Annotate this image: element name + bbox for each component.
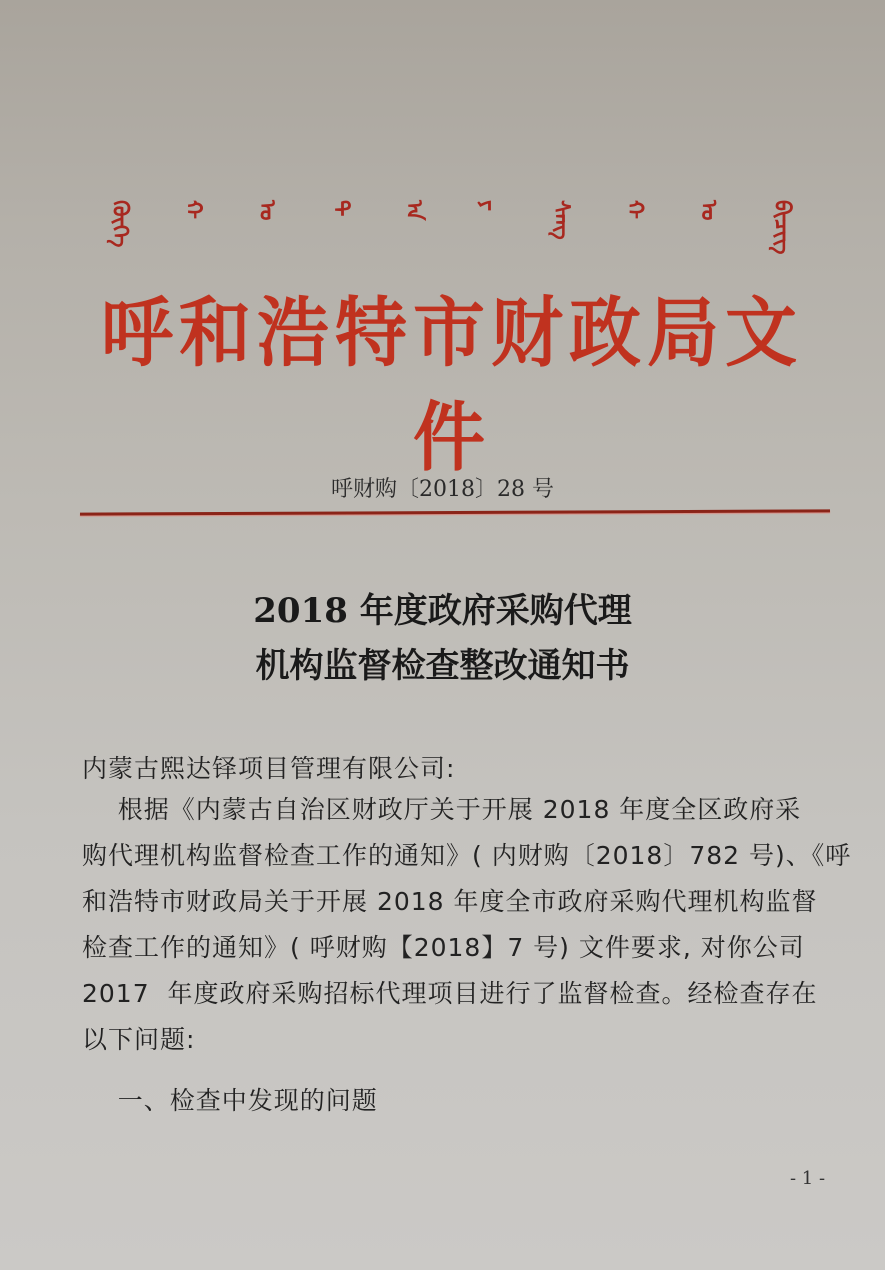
paragraph-line: 检查工作的通知》( 呼财购【2018】7 号) 文件要求, 对你公司 bbox=[82, 933, 805, 962]
mongolian-glyph: ᠪᠢᠴᠢᠭ bbox=[768, 200, 794, 255]
document-number: 呼财购〔2018〕28 号 bbox=[331, 477, 554, 502]
red-divider-line bbox=[80, 509, 830, 515]
issuing-authority-title: 呼和浩特市财政局文件 bbox=[100, 287, 803, 482]
mongolian-header bbox=[100, 200, 800, 275]
paragraph-line: 购代理机构监督检查工作的通知》( 内财购〔2018〕782 号)、《呼 bbox=[82, 841, 852, 870]
mongolian-glyph: ᠠ bbox=[401, 200, 427, 221]
paragraph-line: 以下问题: bbox=[82, 1025, 196, 1054]
document-title-line-1: 2018 年度政府采购代理 bbox=[253, 591, 632, 631]
mongolian-glyph: ᠶ bbox=[474, 200, 500, 211]
paragraph-line: 2017 年度政府采购招标代理项目进行了监督检查。经检查存在 bbox=[82, 979, 818, 1008]
document-title-line-2: 机构监督检查整改通知书 bbox=[255, 646, 630, 686]
page-number: - 1 - bbox=[790, 1168, 826, 1189]
mongolian-glyph: ᠲ bbox=[327, 200, 353, 217]
section-heading: 一、检查中发现的问题 bbox=[82, 1086, 378, 1115]
mongolian-glyph: ᠬ bbox=[180, 200, 206, 219]
addressee: 内蒙古熙达铎项目管理有限公司: bbox=[82, 754, 456, 783]
paragraph-line: 和浩特市财政局关于开展 2018 年度全市政府采购代理机构监督 bbox=[82, 887, 818, 916]
mongolian-glyph: ᠣ bbox=[254, 200, 280, 221]
mongolian-glyph: ᠰᠠᠩ bbox=[548, 200, 574, 240]
mongolian-glyph: ᠤ bbox=[695, 200, 721, 221]
mongolian-glyph: ᠬᠥᠬᠡ bbox=[107, 200, 132, 248]
paragraph-line: 根据《内蒙古自治区财政厅关于开展 2018 年度全区政府采 bbox=[82, 795, 802, 824]
mongolian-glyph: ᠬ bbox=[621, 200, 647, 219]
